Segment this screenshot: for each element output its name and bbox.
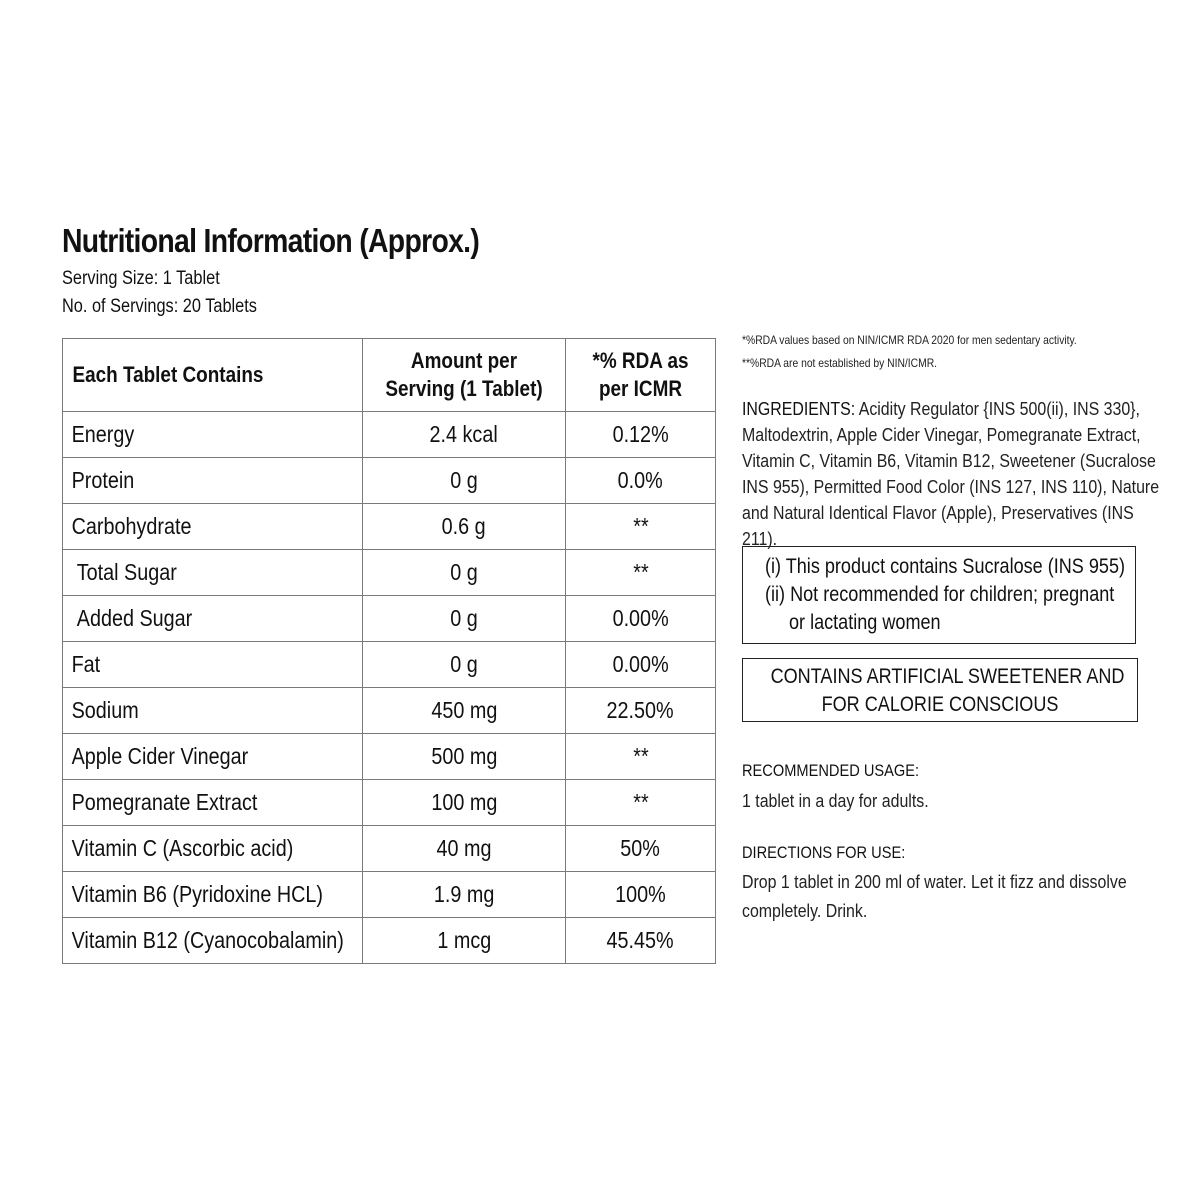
nutrient-name: Carbohydrate (63, 504, 363, 550)
nutrient-amount: 100 mg (363, 780, 566, 826)
nutrient-amount: 0 g (363, 642, 566, 688)
table-row (63, 550, 716, 596)
nutrient-name: Vitamin B12 (Cyanocobalamin) (63, 918, 363, 964)
nutrient-rda: ** (566, 734, 716, 780)
nutrient-amount: 450 mg (363, 688, 566, 734)
table-row (63, 734, 716, 780)
nutrient-name: Total Sugar (63, 550, 363, 596)
nutrient-amount: 0 g (363, 550, 566, 596)
nutrient-amount: 2.4 kcal (363, 412, 566, 458)
warning-line-2: (ii) Not recommended for children; pregnant (765, 583, 1115, 606)
warning-line-1: (i) This product contains Sucralose (INS 955) (765, 555, 1126, 578)
nutrient-amount: 0 g (363, 458, 566, 504)
nutrient-rda: 100% (566, 872, 716, 918)
rda-not-established-note: **%RDA are not established by NIN/ICMR. (742, 356, 938, 370)
nutrient-rda: 45.45% (566, 918, 716, 964)
recommended-usage-text: 1 tablet in a day for adults. (742, 790, 929, 811)
header-each-tablet-contains: Each Tablet Contains (63, 339, 363, 412)
table-row (63, 872, 716, 918)
table-header-row (63, 339, 716, 412)
servings-count: No. of Servings: 20 Tablets (62, 296, 257, 317)
nutrient-rda: 0.00% (566, 642, 716, 688)
nutrient-amount: 1 mcg (363, 918, 566, 964)
nutrient-name: Protein (63, 458, 363, 504)
table-row (63, 826, 716, 872)
nutrient-rda: 22.50% (566, 688, 716, 734)
nutrient-amount: 0 g (363, 596, 566, 642)
nutrient-name: Added Sugar (63, 596, 363, 642)
table-row (63, 688, 716, 734)
nutrition-table (62, 338, 716, 964)
ingredients-section (742, 396, 1159, 552)
artificial-sweetener-box (742, 658, 1138, 722)
nutrient-name: Fat (63, 642, 363, 688)
warning-line-3: or lactating women (789, 611, 941, 634)
rda-basis-note: *%RDA values based on NIN/ICMR RDA 2020 for men sedentary activity. (742, 333, 1077, 347)
sweetener-line-1: CONTAINS ARTIFICIAL SWEETENER AND (770, 665, 1125, 688)
serving-size: Serving Size: 1 Tablet (62, 268, 220, 289)
recommended-usage-heading: RECOMMENDED USAGE: (742, 761, 920, 780)
table-row (63, 780, 716, 826)
nutrient-rda: ** (566, 504, 716, 550)
table-row (63, 918, 716, 964)
nutrient-name: Energy (63, 412, 363, 458)
nutrient-name: Apple Cider Vinegar (63, 734, 363, 780)
nutrient-name: Vitamin B6 (Pyridoxine HCL) (63, 872, 363, 918)
header-rda: *% RDA as per ICMR (566, 339, 716, 412)
table-row (63, 642, 716, 688)
nutrient-rda: ** (566, 780, 716, 826)
nutrient-amount: 40 mg (363, 826, 566, 872)
nutrient-name: Pomegranate Extract (63, 780, 363, 826)
nutrient-rda: ** (566, 550, 716, 596)
nutrient-amount: 0.6 g (363, 504, 566, 550)
nutrient-rda: 0.00% (566, 596, 716, 642)
nutrient-name: Vitamin C (Ascorbic acid) (63, 826, 363, 872)
header-amount-per-serving: Amount per Serving (1 Tablet) (363, 339, 566, 412)
nutrient-rda: 50% (566, 826, 716, 872)
nutrient-rda: 0.12% (566, 412, 716, 458)
table-row (63, 458, 716, 504)
nutrient-amount: 500 mg (363, 734, 566, 780)
ingredients-label: INGREDIENTS: (742, 398, 856, 419)
table-row (63, 412, 716, 458)
ingredients-text: Acidity Regulator {INS 500(ii), INS 330}, Maltodextrin, Apple Cider Vinegar, Pomegranate Extract, Vitamin C, Vitamin B6, Vitamin B12, Sweetener (Sucralose INS 955), Permitted Food Color (INS 127, INS 110), Nature and Natural Identical Flavor (Apple), Preservatives (INS 211). (742, 398, 1160, 549)
directions-text: Drop 1 tablet in 200 ml of water. Let it fizz and dissolve completely. Drink. (742, 871, 1127, 921)
table-row (63, 596, 716, 642)
table-row (63, 504, 716, 550)
nutrient-amount: 1.9 mg (363, 872, 566, 918)
sucralose-warning-box (742, 546, 1136, 644)
page-title: Nutritional Information (Approx.) (62, 222, 480, 259)
sweetener-line-2: FOR CALORIE CONSCIOUS (821, 693, 1059, 716)
nutrient-name: Sodium (63, 688, 363, 734)
nutrient-rda: 0.0% (566, 458, 716, 504)
directions-heading: DIRECTIONS FOR USE: (742, 843, 906, 862)
